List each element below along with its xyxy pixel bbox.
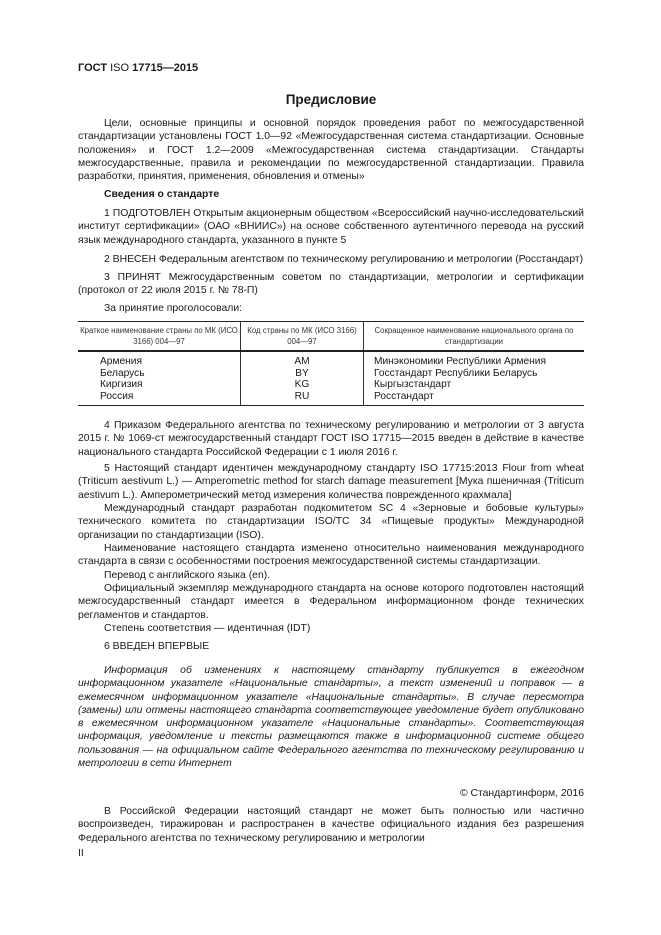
item-4: 4 Приказом Федерального агентства по техническому регулированию и метрологии от 3 августа 2015 г. № 1069-ст межгосударственный стандарт ГОСТ ISO 17715—2015 введен в действие в качестве национального стандарта Российской Федерации с 1 июля 2016 г. — [78, 420, 584, 458]
page-title: Предисловие — [285, 92, 377, 107]
table-cell-country: Киргизия — [78, 379, 241, 391]
voting-table — [78, 321, 584, 406]
item-3: 3 ПРИНЯТ Межгосударственным советом по стандартизации, метрологии и сертификации (протокол от 22 июля 2015 г. № 78-П) — [78, 272, 584, 297]
header-iso: ISO — [107, 62, 133, 74]
table-cell-country: Беларусь — [78, 368, 241, 380]
item-5-official-copy: Официальный экземпляр международного стандарта на основе которого подготовлен настоящий межгосударственный стандарт имеется в Федеральном информационном фонде технических регламентов и стандартов. — [78, 583, 584, 621]
table-cell-country: Россия — [78, 391, 241, 406]
voted-label: За принятие проголосовали: — [104, 303, 243, 314]
header-gost: ГОСТ — [78, 62, 108, 74]
table-header-country: Краткое наименование страны по МК (ИСО 3166) 004—97 — [78, 322, 241, 352]
header-number: 17715—2015 — [132, 62, 199, 74]
page-number: II — [78, 848, 84, 859]
standard-code-header — [78, 62, 198, 74]
section-heading: Сведения о стандарте — [104, 189, 220, 200]
table-cell-code: RU — [241, 391, 364, 406]
table-cell-body: Росстандарт — [364, 391, 585, 406]
intro-paragraph: Цели, основные принципы и основной порядок проведения работ по межгосударственной стандартизации установлены ГОСТ 1.0—92 «Межгосударственная система стандартизации. Основные положения» и ГОСТ 1.2—2009 «Межгосударственная система стандартизации. Стандарты межгосударственные, правила и рекомендации по межгосударственной стандартизации. Правила разработки, принятия, применения, обновления и отмены» — [78, 118, 584, 183]
table-cell-body: Госстандарт Республики Беларусь — [374, 367, 538, 379]
table-row — [78, 391, 584, 406]
table-header-code: Код страны по МК (ИСО 3166) 004—97 — [241, 322, 364, 352]
reproduction-notice: В Российской Федерации настоящий стандарт не может быть полностью или частично воспроизведен, тиражирован и распространен в качестве официального издания без разрешения Федерального агентства по техническому регулированию и метрологии — [78, 806, 584, 844]
table-cell-country: Армения — [78, 351, 241, 368]
copyright-line: © Стандартинформ, 2016 — [459, 788, 584, 799]
table-header-row — [78, 322, 584, 352]
item-1: 1 ПОДГОТОВЛЕН Открытым акционерным обществом «Всероссийский научно-исследовательский институт сертификации» (ОАО «ВНИИС») на основе собственного аутентичного перевода на русский язык международного стандарта, указанного в пункте 5 — [78, 208, 584, 246]
table-cell-body: Минэкономики Республики Армения — [374, 356, 546, 367]
item-5-translation: Перевод с английского языка (en). — [104, 570, 271, 581]
item-2: 2 ВНЕСЕН Федеральным агентством по техническому регулированию и метрологии (Росстандарт) — [104, 254, 584, 265]
item-5: 5 Настоящий стандарт идентичен международному стандарту ISO 17715:2013 Flour from wheat (Triticum aestivum L.) — Amperometric method for starch damage measurement [Мука пшеничная (Triticum aestivum L.). Амперометрический метод измерения количества поврежденного крахмала] — [78, 463, 584, 501]
table-row — [78, 368, 584, 380]
amendments-notice: Информация об изменениях к настоящему стандарту публикуется в ежегодном информационном указателе «Национальные стандарты», а текст изменений и поправок — в ежемесячном информационном указателе «Национальные стандарты». В случае пересмотра (замены) или отмены настоящего стандарта соответствующее уведомление будет опубликовано в ежемесячном информационном указателе «Национальные стандарты». Соответствующая информация, уведомление и тексты размещаются также в информационной системе общего пользования — на официальном сайте Федерального агентства по техническому регулированию и метрологии в сети Интернет — [78, 665, 584, 770]
item-5-name-change: Наименование настоящего стандарта изменено относительно наименования международного стандарта в связи с особенностями построения межгосударственной системы стандартизации. — [78, 543, 584, 568]
table-header-body: Сокращенное наименование национального органа по стандартизации — [364, 322, 585, 352]
table-row — [78, 379, 584, 391]
table-cell-code: KG — [241, 379, 364, 391]
item-5-conformity: Степень соответствия — идентичная (IDT) — [104, 623, 311, 634]
table-cell-body: Кыргызстандарт — [374, 379, 452, 390]
item-6: 6 ВВЕДЕН ВПЕРВЫЕ — [104, 641, 210, 652]
table-row — [78, 351, 584, 368]
table-cell-code: BY — [241, 368, 364, 380]
table-cell-code: AM — [241, 351, 364, 368]
voting-table-wrapper — [78, 321, 584, 406]
item-5-developer: Международный стандарт разработан подкомитетом SC 4 «Зерновые и бобовые культуры» технического комитета по стандартизации ISO/TC 34 «Пищевые продукты» Международной организации по стандартизации (ISO). — [78, 503, 584, 541]
